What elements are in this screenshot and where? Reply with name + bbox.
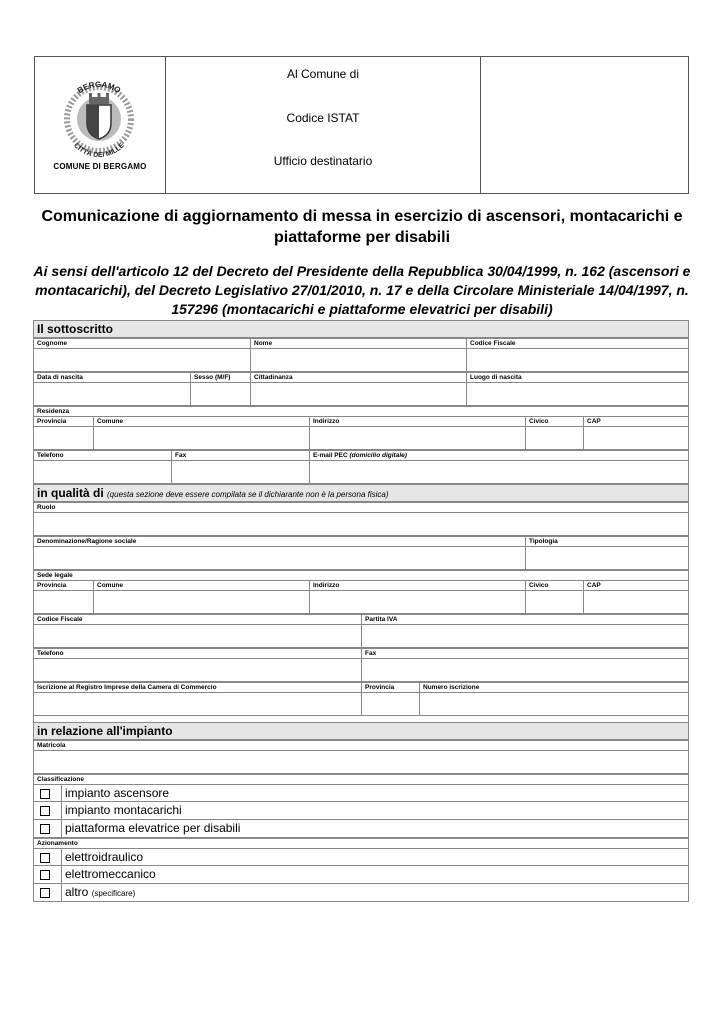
email-note: (domicilio digitale) <box>349 452 407 459</box>
cognome-field[interactable] <box>33 348 250 372</box>
sesso-label: Sesso (M/F) <box>190 372 250 382</box>
numero-iscrizione-field[interactable] <box>419 692 689 716</box>
altro-note: (specificare) <box>91 889 136 898</box>
section-sottoscritto <box>33 320 689 338</box>
page-title: Comunicazione di aggiornamento di messa in esercizio di ascensori, montacarichi e piattaforme per disabili <box>41 208 683 246</box>
civico-field[interactable] <box>525 426 583 450</box>
telefono-field[interactable] <box>33 460 171 484</box>
logo-cell <box>35 57 166 193</box>
ruolo-label: Ruolo <box>33 502 689 512</box>
fax-field[interactable] <box>361 658 689 682</box>
comune-label: Comune <box>93 580 309 590</box>
checkbox-ascensore[interactable] <box>40 789 50 799</box>
registro-label: Iscrizione al Registro Imprese della Camera di Commercio <box>33 682 361 692</box>
matricola-field[interactable] <box>33 750 689 774</box>
option-label: piattaforma elevatrice per disabili <box>65 821 241 835</box>
telefono-label: Telefono <box>33 450 171 460</box>
al-comune-label: Al Comune di <box>286 67 360 81</box>
checkbox-row[interactable] <box>33 866 689 884</box>
option-label: impianto montacarichi <box>65 803 182 817</box>
codice-fiscale-label: Codice Fiscale <box>466 338 689 348</box>
cap-field[interactable] <box>583 590 689 614</box>
partita-iva-label: Partita IVA <box>361 614 689 624</box>
nome-field[interactable] <box>250 348 466 372</box>
checkbox-row[interactable] <box>33 884 689 902</box>
codice-fiscale-label: Codice Fiscale <box>33 614 361 624</box>
checkbox-cell <box>34 820 62 837</box>
section-impianto <box>33 722 689 740</box>
cap-label: CAP <box>583 416 689 426</box>
section-note: (questa sezione deve essere compilata se il dichiarante non è la persona fisica) <box>107 490 389 499</box>
fax-field[interactable] <box>171 460 309 484</box>
partita-iva-field[interactable] <box>361 624 689 648</box>
telefono-field[interactable] <box>33 658 361 682</box>
header-box <box>34 56 689 194</box>
cap-label: CAP <box>583 580 689 590</box>
comune-field[interactable] <box>93 426 309 450</box>
checkbox-row[interactable] <box>33 802 689 820</box>
denominazione-label: Denominazione/Ragione sociale <box>33 536 525 546</box>
checkbox-elettromeccanico[interactable] <box>40 870 50 880</box>
telefono-label: Telefono <box>33 648 361 658</box>
page-subtitle: Ai sensi dell'articolo 12 del Decreto del Presidente della Repubblica 30/04/1999, n. 162 (ascensori e montacarichi), del Decreto Legislativo 27/01/2010, n. 17 e della Circolare Ministeriale 14/04/1997, n. 157296 (montacarichi e piattaforme elevatrici per disabili) <box>33 263 691 317</box>
codice-istat-label: Codice ISTAT <box>286 111 360 125</box>
indirizzo-label: Indirizzo <box>309 580 525 590</box>
section-title: in relazione all'impianto <box>37 724 173 738</box>
option-label: elettroidraulico <box>65 850 144 864</box>
checkbox-row[interactable] <box>33 820 689 838</box>
classificazione-label: Classificazione <box>33 774 689 784</box>
checkbox-cell <box>34 802 62 819</box>
checkbox-row[interactable] <box>33 848 689 866</box>
recipient-cell <box>166 57 481 193</box>
section-qualita <box>33 484 689 502</box>
registro-field[interactable] <box>33 692 361 716</box>
civico-field[interactable] <box>525 590 583 614</box>
provincia-rea-field[interactable] <box>361 692 419 716</box>
checkbox-cell <box>34 884 62 901</box>
nome-label: Nome <box>250 338 466 348</box>
ruolo-field[interactable] <box>33 512 689 536</box>
comune-field[interactable] <box>93 590 309 614</box>
provincia-field[interactable] <box>33 590 93 614</box>
checkbox-piattaforma[interactable] <box>40 824 50 834</box>
checkbox-elettroidraulico[interactable] <box>40 853 50 863</box>
provincia-field[interactable] <box>33 426 93 450</box>
denominazione-field[interactable] <box>33 546 525 570</box>
tipologia-label: Tipologia <box>525 536 689 546</box>
codice-fiscale-field[interactable] <box>33 624 361 648</box>
checkbox-cell <box>34 785 62 801</box>
altro-label: altro <box>65 885 89 899</box>
codice-fiscale-field[interactable] <box>466 348 689 372</box>
indirizzo-field[interactable] <box>309 426 525 450</box>
provincia-label: Provincia <box>33 580 93 590</box>
checkbox-row[interactable] <box>33 784 689 802</box>
protocol-cell[interactable] <box>481 57 688 193</box>
checkbox-cell <box>34 866 62 883</box>
comune-label: Comune <box>93 416 309 426</box>
provincia-label: Provincia <box>33 416 93 426</box>
email-label <box>309 450 689 460</box>
checkbox-montacarichi[interactable] <box>40 806 50 816</box>
matricola-label: Matricola <box>33 740 689 750</box>
logo-caption: COMUNE DI BERGAMO <box>53 162 147 171</box>
civico-label: Civico <box>525 580 583 590</box>
tipologia-field[interactable] <box>525 546 689 570</box>
email-label-text: E-mail PEC <box>313 452 348 459</box>
option-label: impianto ascensore <box>65 786 170 800</box>
fax-label: Fax <box>171 450 309 460</box>
checkbox-altro[interactable] <box>40 888 50 898</box>
provincia-rea-label: Provincia <box>361 682 419 692</box>
sesso-field[interactable] <box>190 382 250 406</box>
civico-label: Civico <box>525 416 583 426</box>
fax-label: Fax <box>361 648 689 658</box>
logo-bottom-text: CITTÀ DEI MILLE <box>72 142 126 160</box>
cittadinanza-label: Cittadinanza <box>250 372 466 382</box>
luogo-nascita-label: Luogo di nascita <box>466 372 689 382</box>
cognome-label: Cognome <box>33 338 250 348</box>
luogo-nascita-field[interactable] <box>466 382 689 406</box>
residenza-label: Residenza <box>33 406 689 416</box>
data-nascita-label: Data di nascita <box>33 372 190 382</box>
indirizzo-label: Indirizzo <box>309 416 525 426</box>
checkbox-cell <box>34 849 62 865</box>
indirizzo-field[interactable] <box>309 590 525 614</box>
section-title: Il sottoscritto <box>37 322 114 336</box>
form <box>33 320 689 902</box>
logo-top-text: BERGAMO <box>75 81 123 96</box>
data-nascita-field[interactable] <box>33 382 190 406</box>
option-label: elettromeccanico <box>65 867 156 881</box>
ufficio-label: Ufficio destinatario <box>273 154 373 168</box>
email-field[interactable] <box>309 460 689 484</box>
numero-iscrizione-label: Numero iscrizione <box>419 682 689 692</box>
sede-legale-label: Sede legale <box>33 570 689 580</box>
cap-field[interactable] <box>583 426 689 450</box>
cittadinanza-field[interactable] <box>250 382 466 406</box>
option-label <box>62 884 135 901</box>
comune-di-bergamo-logo <box>49 81 149 161</box>
azionamento-label: Azionamento <box>33 838 689 848</box>
section-title: in qualità di <box>37 486 104 500</box>
